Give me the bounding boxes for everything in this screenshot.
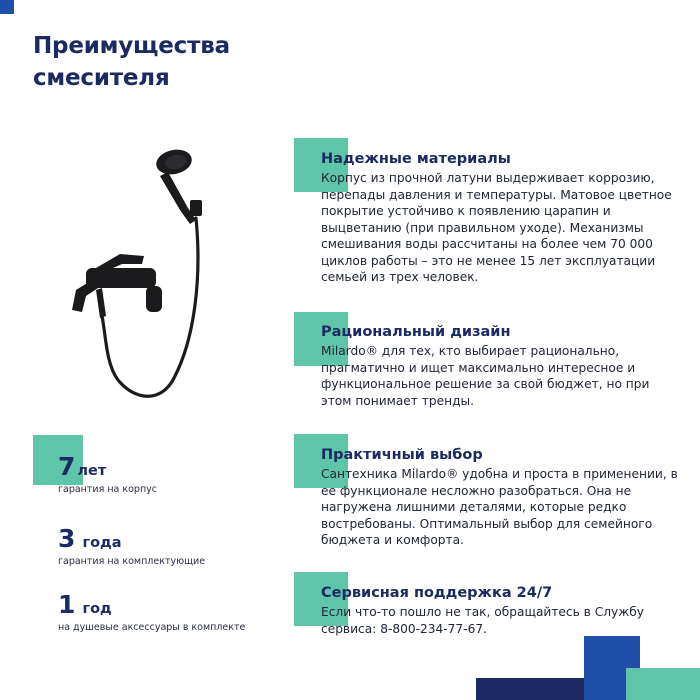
stat-unit: года <box>82 535 122 551</box>
feature-materials <box>321 151 681 286</box>
feature-text: Milardo® для тех, кто выбирает рационально, прагматично и ищет максимально интересное и функциональное решение за свой бюджет, но при этом понимает тренды. <box>321 344 650 408</box>
title-line-2: смесителя <box>33 65 170 91</box>
shower-handle <box>160 172 196 224</box>
stat-number: 7 <box>58 452 76 481</box>
stat-accessories-warranty <box>58 590 245 633</box>
stat-description: гарантия на корпус <box>58 484 158 495</box>
title-line-1: Преимущества <box>33 33 230 59</box>
feature-text: Сантехника Milardo® удобна и проста в применении, в ее функционале несложно разобраться. Она не нагружена лишними деталями, которые редко востребованы. Оптимальный выбор для семейного бюджета и комфорта. <box>321 467 678 547</box>
wall-flange-right <box>146 286 162 312</box>
mixer-image <box>62 140 232 410</box>
corner-decoration <box>626 668 700 700</box>
stat-body-warranty <box>58 452 157 495</box>
corner-decoration <box>476 678 592 700</box>
shower-holder <box>190 200 202 216</box>
feature-practical <box>321 447 681 549</box>
stat-unit: лет <box>77 463 107 479</box>
feature-heading: Практичный выбор <box>321 447 483 463</box>
stat-unit: год <box>82 601 112 617</box>
stat-parts-warranty <box>58 524 205 567</box>
feature-heading: Сервисная поддержка 24/7 <box>321 585 553 601</box>
feature-design <box>321 324 681 409</box>
feature-heading: Надежные материалы <box>321 151 511 167</box>
stat-description: на душевые аксессуары в комплекте <box>58 622 246 633</box>
mixer-spout <box>72 280 98 312</box>
feature-support <box>321 585 681 637</box>
stat-description: гарантия на комплектующие <box>58 556 206 567</box>
mixer-body <box>86 268 156 288</box>
feature-text: Если что-то пошло не так, обращайтесь в Службу сервиса: 8-800-234-77-67. <box>321 605 644 636</box>
stat-number: 1 <box>58 590 76 619</box>
corner-decoration <box>0 0 14 14</box>
page-title <box>33 30 230 94</box>
feature-text: Корпус из прочной латуни выдерживает коррозию, перепады давления и температуры. Матовое цветное покрытие устойчиво к появлению царапин и выцветанию (при правильном уходе). Механизмы смешивания воды рассчитаны на более чем 70 000 циклов работы – это не менее 15 лет эксплуатации семьей из трех человек. <box>321 171 672 284</box>
stat-number: 3 <box>58 524 76 553</box>
feature-heading: Рациональный дизайн <box>321 324 511 340</box>
